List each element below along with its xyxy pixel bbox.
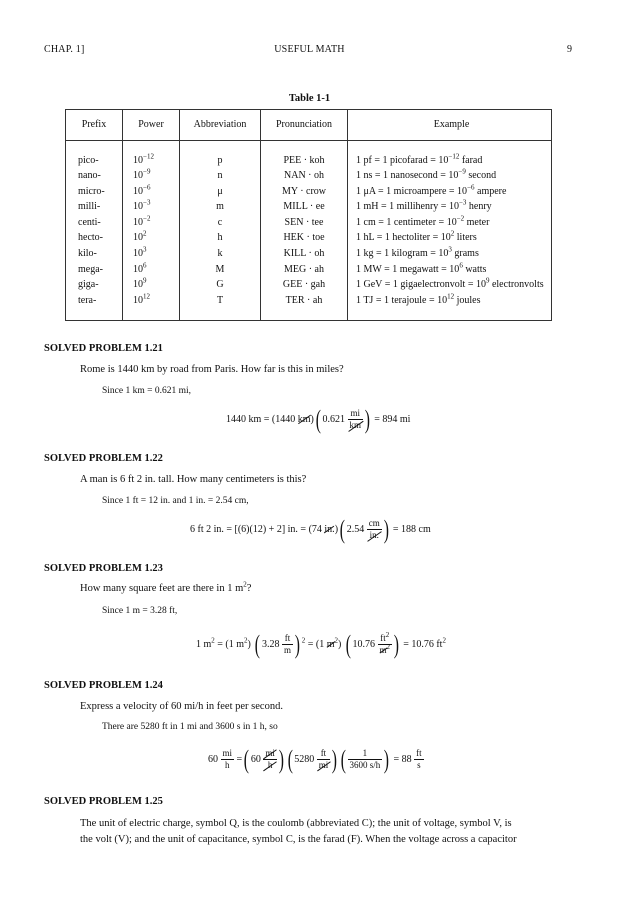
cell-example: 1 kg = 1 kilogram = $10^3$ grams [348, 246, 552, 262]
cell-abbreviation: G [180, 277, 261, 293]
fraction: $\frac{ft}{m}$ [284, 633, 292, 655]
cell-pronunciation: TER · ah [261, 293, 348, 309]
cell-prefix: hecto- [66, 230, 123, 246]
cell-prefix: nano- [66, 168, 123, 184]
problem-1-22-note: Since 1 ft = 12 in. and 1 in. = 2.54 cm, [102, 496, 249, 506]
table-row [66, 215, 552, 231]
problem-1-23-statement: How many square feet are there in 1 $m^2$? [80, 580, 252, 594]
problem-1-25-line-2: the volt (V); and the unit of capacitance, symbol C, is the farad (F). When the voltage across a capacitor [80, 834, 517, 845]
table-row [66, 293, 552, 309]
cell-abbreviation: p [180, 153, 261, 169]
problem-1-24-equation: 60 $\frac{mi}{h}$ =( 60 $\frac{mi}{h}$ ) ( 5280 $\frac{ft}{mi}$ ) ( $\frac{1}{3600 s/h}$ ) = 88 $\frac{ft}{s}$ [208, 744, 422, 774]
cell-pronunciation: PEE · koh [261, 153, 348, 169]
problem-1-22-title: SOLVED PROBLEM 1.22 [44, 453, 163, 464]
cell-power: $10^{-12}$ [123, 153, 180, 169]
cell-example: 1 TJ = 1 terajoule = $10^{12}$ joules [348, 293, 552, 309]
fraction: $\frac{mi}{km}$ [349, 408, 362, 430]
table-header-row [66, 110, 552, 141]
cell-abbreviation: M [180, 262, 261, 278]
cell-abbreviation: h [180, 230, 261, 246]
column-header-power: Power [123, 110, 180, 141]
cell-pronunciation: HEK · toe [261, 230, 348, 246]
table-row [66, 153, 552, 169]
cell-pronunciation: GEE · gah [261, 277, 348, 293]
cell-prefix: centi- [66, 215, 123, 231]
problem-1-23-equation: 1 $m^2 = (1$ $m^2$) ( 3.28 $\frac{ft}{m}$ ) $^2$ = (1 $m^2$) ( 10.76 $\frac{ft^2}{m^2}$ ) = 10.76 $ft^2$ [196, 629, 446, 659]
cell-abbreviation: m [180, 199, 261, 215]
cell-pronunciation: MILL · ee [261, 199, 348, 215]
cell-power: $10^{12}$ [123, 293, 180, 309]
cell-example: 1 pf = 1 picofarad = $10^{-12}$ farad [348, 153, 552, 169]
column-header-prefix: Prefix [66, 110, 123, 141]
prefix-table [65, 109, 552, 321]
cancelled-unit: km [297, 413, 311, 425]
table-row [66, 168, 552, 184]
cell-power: $10^{-3}$ [123, 199, 180, 215]
running-header-chapter: CHAP. 1] [44, 44, 85, 55]
cell-power: $10^3$ [123, 246, 180, 262]
cell-abbreviation: c [180, 215, 261, 231]
problem-1-24-note: There are 5280 ft in 1 mi and 3600 s in 1 h, so [102, 722, 278, 732]
problem-1-25-title: SOLVED PROBLEM 1.25 [44, 796, 163, 807]
cell-power: $10^6$ [123, 262, 180, 278]
fraction: $\frac{cm}{in.}$ [368, 518, 380, 540]
cell-prefix: micro- [66, 184, 123, 200]
problem-1-21-note: Since 1 km = 0.621 mi, [102, 386, 192, 396]
problem-1-22-equation: 6 ft 2 in. = [(6)(12) + 2] in. = (74 in.)( 2.54 $\frac{cm}{in.}$ ) = 188 cm [190, 514, 431, 544]
cell-pronunciation: KILL · oh [261, 246, 348, 262]
problem-1-25-line-1: The unit of electric charge, symbol Q, is the coulomb (abbreviated C); the unit of voltage, symbol V, is [80, 818, 512, 829]
cell-example: 1 cm = 1 centimeter = $10^{-2}$ meter [348, 215, 552, 231]
cell-example: 1 mH = 1 millihenry = $10^{-3}$ henry [348, 199, 552, 215]
cell-pronunciation: SEN · tee [261, 215, 348, 231]
problem-1-24-title: SOLVED PROBLEM 1.24 [44, 680, 163, 691]
cell-power: $10^9$ [123, 277, 180, 293]
cell-power: $10^{-9}$ [123, 168, 180, 184]
cell-prefix: kilo- [66, 246, 123, 262]
cell-prefix: pico- [66, 153, 123, 169]
problem-1-24-statement: Express a velocity of 60 mi/h in feet per second. [80, 701, 283, 712]
table-row [66, 230, 552, 246]
column-header-pronunciation: Pronunciation [261, 110, 348, 141]
cell-power: $10^{-2}$ [123, 215, 180, 231]
cell-power: $10^2$ [123, 230, 180, 246]
table-row [66, 246, 552, 262]
table-caption: Table 1-1 [288, 93, 331, 104]
cell-prefix: tera- [66, 293, 123, 309]
cell-abbreviation: T [180, 293, 261, 309]
running-header-title: USEFUL MATH [274, 44, 345, 55]
cell-pronunciation: MY · crow [261, 184, 348, 200]
table-row [66, 262, 552, 278]
cell-prefix: milli- [66, 199, 123, 215]
problem-1-22-statement: A man is 6 ft 2 in. tall. How many centimeters is this? [80, 474, 307, 485]
problem-1-23-note: Since 1 m = 3.28 ft, [102, 606, 178, 616]
cell-abbreviation: μ [180, 184, 261, 200]
cell-power: $10^{-6}$ [123, 184, 180, 200]
column-header-example: Example [348, 110, 552, 141]
fraction: $\frac{ft^2}{m^2}$ [379, 631, 391, 655]
cell-example: 1 MW = 1 megawatt = $10^6$ watts [348, 262, 552, 278]
cell-abbreviation: k [180, 246, 261, 262]
page-number: 9 [567, 44, 573, 55]
cell-prefix: mega- [66, 262, 123, 278]
table-row [66, 199, 552, 215]
problem-1-23-title: SOLVED PROBLEM 1.23 [44, 563, 163, 574]
column-header-abbreviation: Abbreviation [180, 110, 261, 141]
cell-example: 1 GeV = 1 gigaelectronvolt = $10^9$ electronvolts [348, 277, 552, 293]
cell-example: 1 ns = 1 nanosecond = $10^{-9}$ second [348, 168, 552, 184]
cell-prefix: giga- [66, 277, 123, 293]
cell-abbreviation: n [180, 168, 261, 184]
table-row [66, 277, 552, 293]
cell-pronunciation: NAN · oh [261, 168, 348, 184]
cell-example: 1 hL = 1 hectoliter = $10^2$ liters [348, 230, 552, 246]
problem-1-21-title: SOLVED PROBLEM 1.21 [44, 343, 163, 354]
cell-example: 1 μA = 1 microampere = $10^{-6}$ ampere [348, 184, 552, 200]
problem-1-21-statement: Rome is 1440 km by road from Paris. How far is this in miles? [80, 364, 344, 375]
cell-pronunciation: MEG · ah [261, 262, 348, 278]
problem-1-21-equation: 1440 km = (1440 km)( 0.621 $\frac{mi}{km}$ ) = 894 mi [226, 404, 411, 434]
table-row [66, 184, 552, 200]
